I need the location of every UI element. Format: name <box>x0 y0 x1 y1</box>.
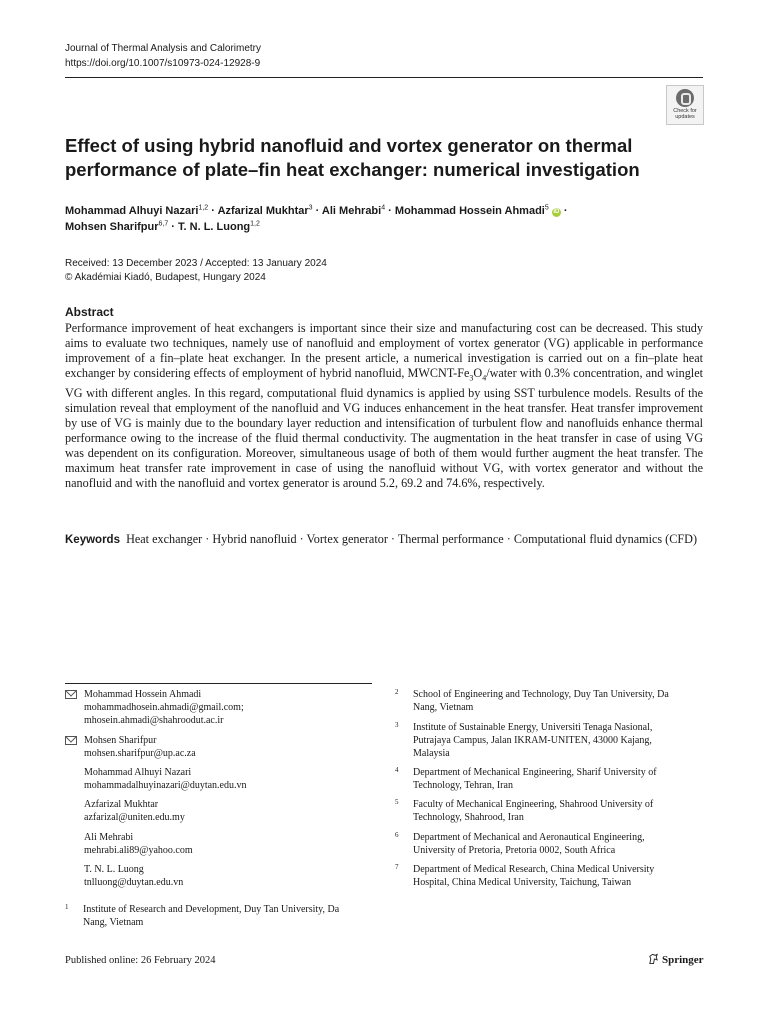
header-rule <box>65 77 703 78</box>
contact-entry: Ali Mehrabi mehrabi.ali89@yahoo.com <box>65 832 385 858</box>
abstract-heading: Abstract <box>65 305 114 319</box>
email[interactable]: tnlluong@duytan.edu.vn <box>84 876 184 888</box>
envelope-icon <box>65 736 77 745</box>
contact-entry: Mohsen Sharifpur mohsen.sharifpur@up.ac.za <box>65 735 385 761</box>
contact-entry: T. N. L. Luong tnlluong@duytan.edu.vn <box>65 864 385 890</box>
publisher-logo <box>648 953 704 966</box>
email[interactable]: azfarizal@uniten.edu.my <box>84 811 185 823</box>
badge-line1: Check for <box>673 108 697 114</box>
author[interactable]: Mohsen Sharifpur$^{6,7}$ <box>65 220 169 233</box>
keywords-label: Keywords <box>65 534 120 546</box>
affiliation: 2 School of Engineering and Technology, Duy Tan University, Da Nang, Vietnam <box>395 688 669 713</box>
author[interactable]: T. N. L. Luong$^{1,2}$ <box>178 220 260 233</box>
footnote-rule <box>65 683 372 684</box>
springer-horse-icon <box>648 953 659 965</box>
copyright: © Akadémiai Kiadó, Budapest, Hungary 2024 <box>65 272 266 283</box>
affiliation: 3 Institute of Sustainable Energy, Universiti Tenaga Nasional, Putrajaya Campus, Jalan IKRAM-UNITEN, 43000 Kajang, Malaysia <box>395 721 653 759</box>
abstract-text: Performance improvement of heat exchangers is important since their size and manufacturing cost can be decreased. This study aims to evaluate two techniques, namely use of nanofluid and employment of vortex generator (VG) applicable in performance improvement of a fin–plate heat exchanger. In the present article, a numerical investigation is carried out on a fin–plate heat exchanger by considering effects of employment of hybrid nanofluid, MWCNT-$Fe_3O_4$/water with 0.3% concentration, and winglet VG with different angles. In this regard, computational fluid dynamics is applied by using SST turbulence models. Results of the simulation reveal that employment of the nanofluid and VG induces enhancement in the heat transfer. Heat transfer improvement by use of VG is mainly due to the boundary layer reduction and intensification of turbulent flow and nanofluids enhance thermal performance owing to the increase of the fluid thermal conductivity. The augmentation in the heat transfer in case of using VG was dependent on its configuration. Moreover, simultaneous usage of both of them would further augment the heat transfer. The maximum heat transfer rate improvement in case of using the nanofluid without VG, with vortex generator and without the nanofluid and with the nanofluid and vortex generator is around 5.2, 69.2 and 74.6%, respectively. <box>65 321 703 490</box>
check-for-updates-icon <box>676 89 694 107</box>
badge-line2: updates <box>675 114 695 120</box>
author[interactable]: Azfarizal Mukhtar$^3$ <box>217 204 313 217</box>
contact-entry: Azfarizal Mukhtar azfarizal@uniten.edu.my <box>65 799 385 825</box>
keywords-text: Heat exchanger · Hybrid nanofluid · Vortex generator · Thermal performance · Computational fluid dynamics (CFD) <box>126 532 698 546</box>
publisher-name: Springer <box>662 954 704 966</box>
orcid-icon[interactable]: iD <box>553 209 560 215</box>
check-for-updates-badge[interactable] <box>666 85 704 125</box>
received-accepted: Received: 13 December 2023 / Accepted: 13 January 2024 <box>65 258 327 269</box>
affiliation: 5 Faculty of Mechanical Engineering, Shahrood University of Technology, Shahrood, Iran <box>395 798 654 823</box>
envelope-icon <box>65 690 77 699</box>
email[interactable]: mohammadalhuyinazari@duytan.edu.vn <box>84 779 247 791</box>
author[interactable]: Mohammad Hossein Ahmadi$^5$ <box>394 204 549 217</box>
keywords <box>65 532 703 548</box>
journal-header <box>65 41 261 71</box>
email[interactable]: mohammadhosein.ahmadi@gmail.com; <box>84 701 244 713</box>
published-online: Published online: 26 February 2024 <box>65 955 216 966</box>
publication-dates <box>65 257 327 285</box>
contact-entry: Mohammad Alhuyi Nazari mohammadalhuyinazari@duytan.edu.vn <box>65 767 385 793</box>
affiliation: 7 Department of Medical Research, China Medical University Hospital, China Medical University, Taichung, Taiwan <box>395 863 655 888</box>
author[interactable]: Mohammad Alhuyi Nazari$^{1,2}$ <box>65 204 209 217</box>
email[interactable]: mehrabi.ali89@yahoo.com <box>84 844 193 856</box>
affiliation: 4 Department of Mechanical Engineering, Sharif University of Technology, Tehran, Iran <box>395 766 657 791</box>
affiliation: 6 Department of Mechanical and Aeronautical Engineering, University of Pretoria, Pretoria 0002, South Africa <box>395 831 645 856</box>
author[interactable]: Ali Mehrabi$^4$ <box>321 204 386 217</box>
email[interactable]: mhosein.ahmadi@shahroodut.ac.ir <box>84 714 224 726</box>
author-list: Mohammad Alhuyi Nazari$^{1,2}$ · Azfarizal Mukhtar$^3$ · Ali Mehrabi$^4$ · Mohammad Hossein Ahmadi$^5$ iD · Mohsen Sharifpur$^{6,7}$ · T. N. L. Luong$^{1,2}$ <box>65 204 568 233</box>
doi-link[interactable]: https://doi.org/10.1007/s10973-024-12928-9 <box>65 58 261 69</box>
paper-title: Effect of using hybrid nanofluid and vortex generator on thermal performance of plate–fin heat exchanger: numerical investigation <box>65 135 640 180</box>
affiliation: 1 Institute of Research and Development, Duy Tan University, Da Nang, Vietnam <box>65 903 340 928</box>
email[interactable]: mohsen.sharifpur@up.ac.za <box>84 747 196 759</box>
contact-entry: Mohammad Hossein Ahmadi mohammadhosein.ahmadi@gmail.com; mhosein.ahmadi@shahroodut.ac.ir <box>65 689 385 727</box>
journal-name: Journal of Thermal Analysis and Calorimetry <box>65 43 262 54</box>
